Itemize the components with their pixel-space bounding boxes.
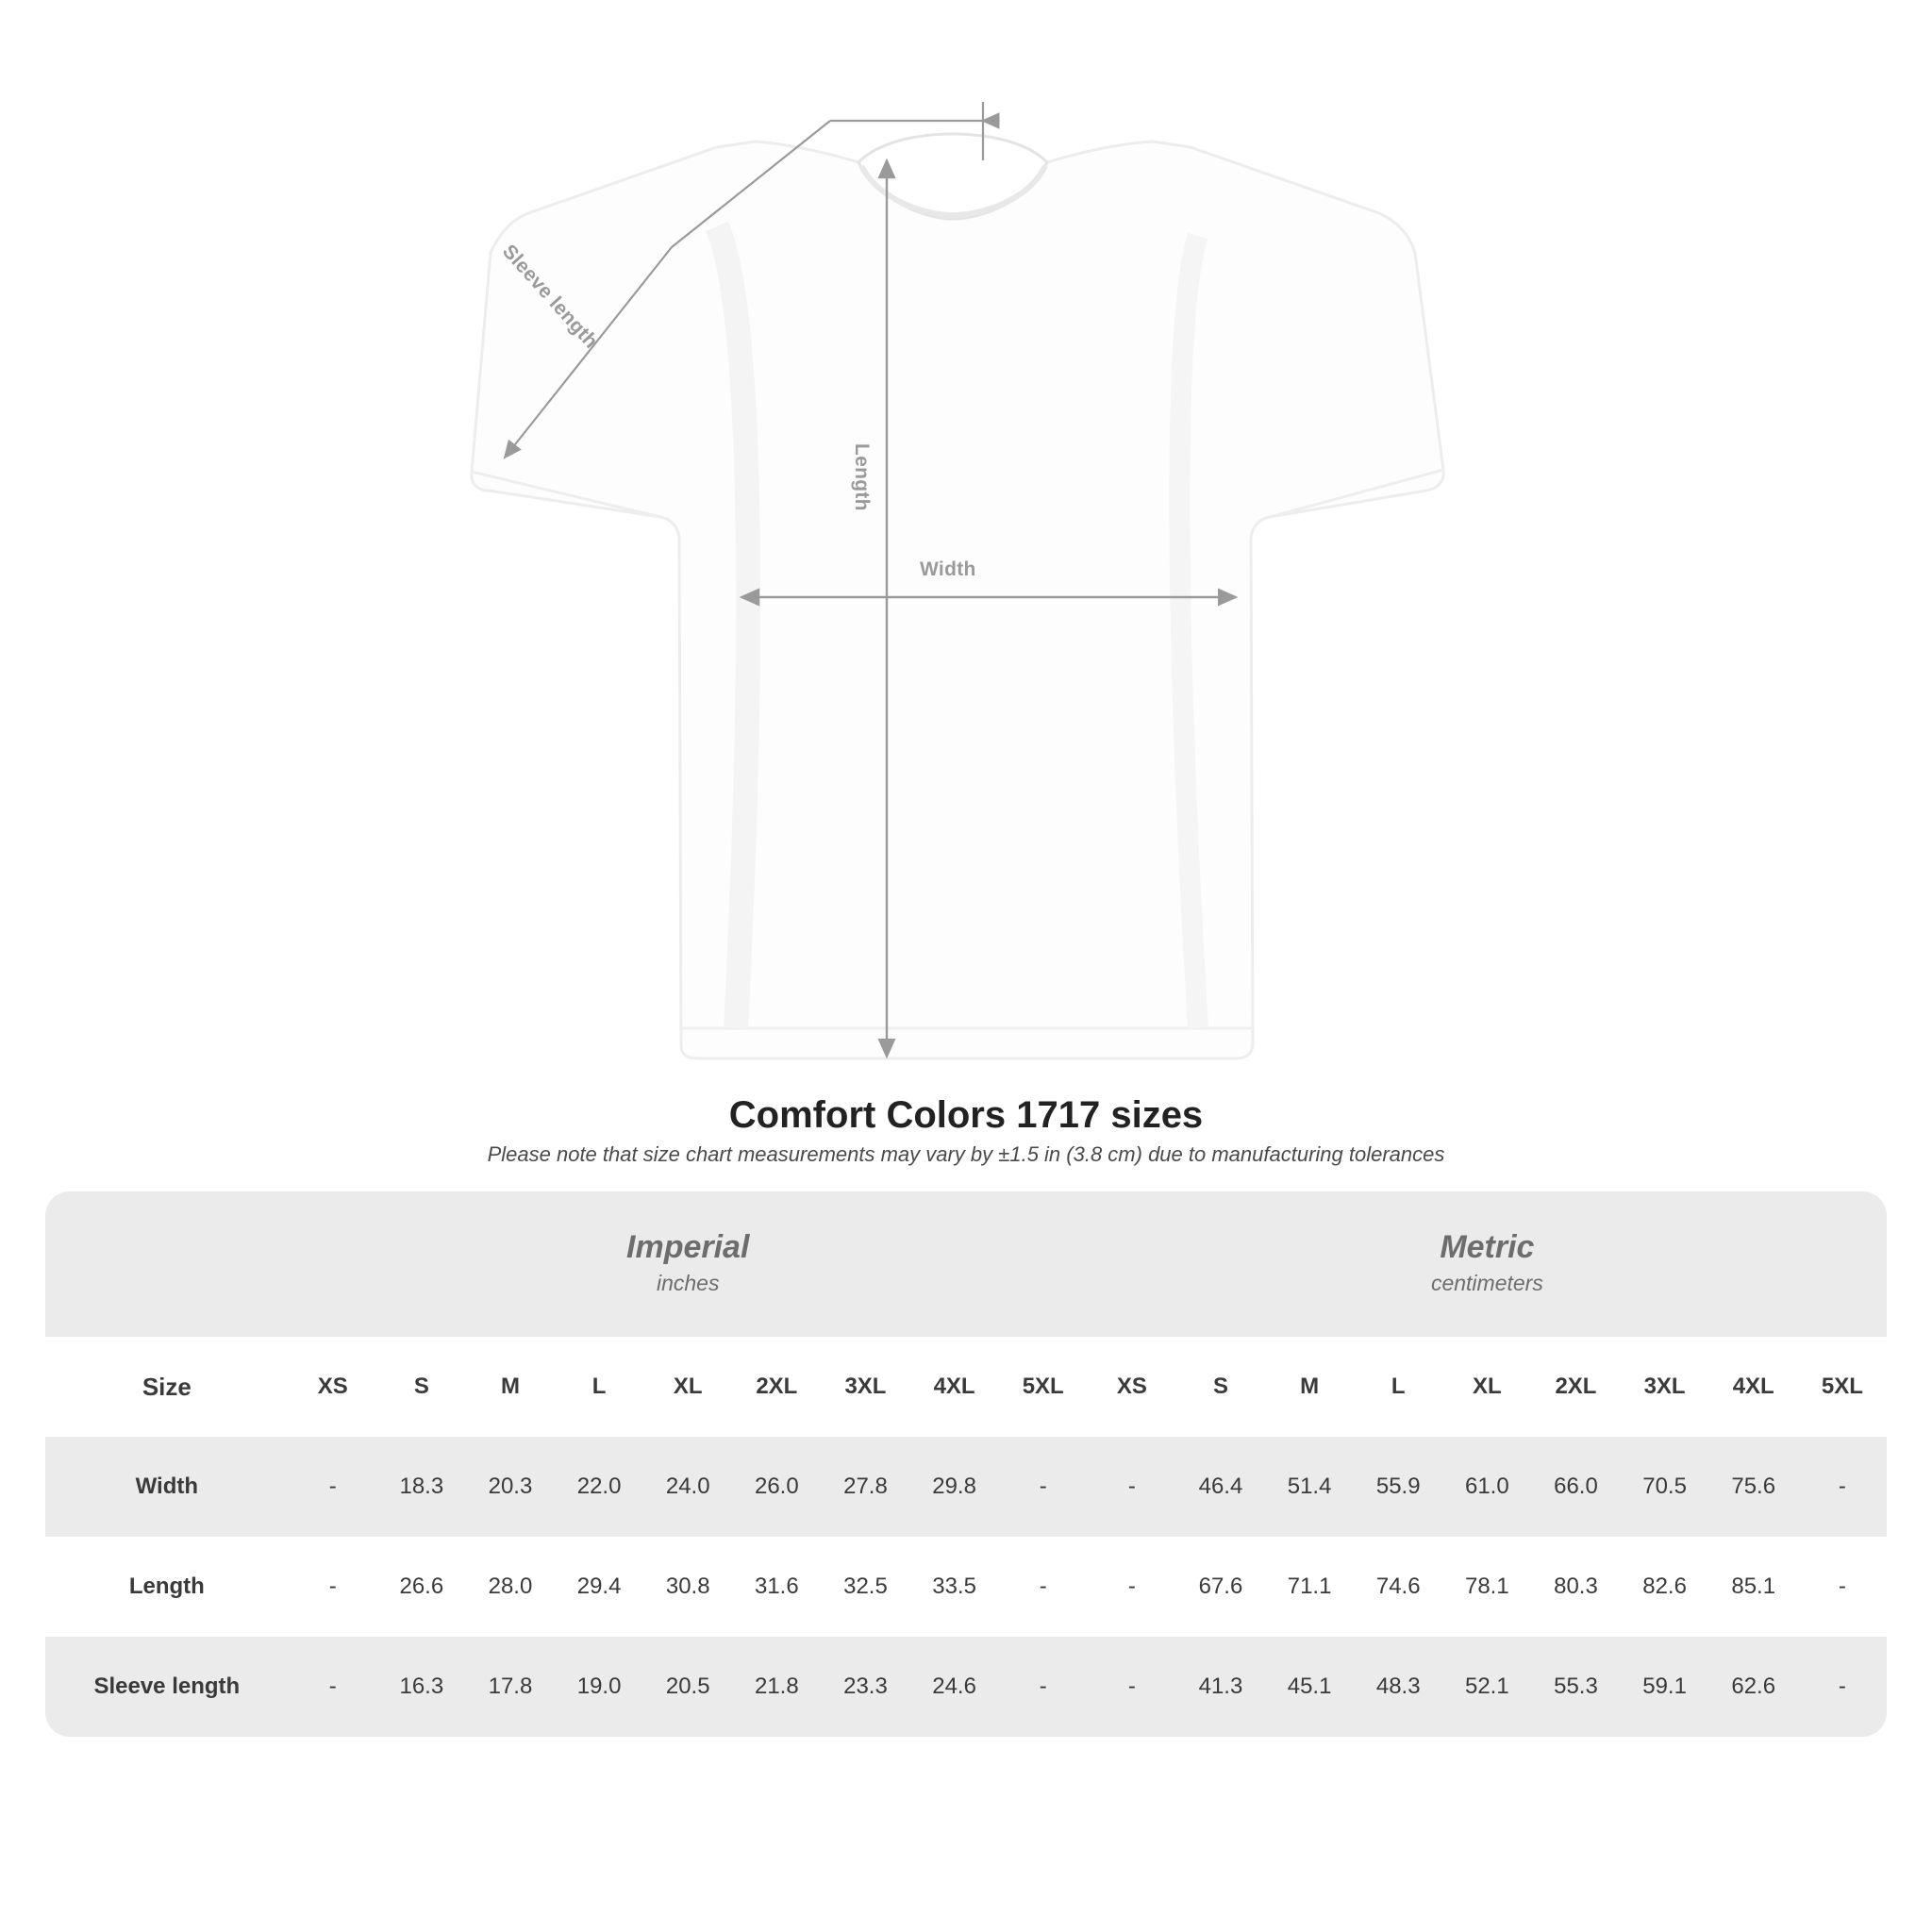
measurement-cell: 26.0: [732, 1437, 821, 1537]
unit-group-name: Imperial: [626, 1229, 750, 1266]
measurement-cell: 23.3: [821, 1637, 909, 1737]
unit-group-sub: centimeters: [1430, 1271, 1543, 1296]
measurement-cell: 26.6: [377, 1537, 466, 1637]
measurement-cell: 41.3: [1176, 1637, 1265, 1737]
measurement-cell: 24.0: [643, 1437, 732, 1537]
measurement-cell: 21.8: [732, 1637, 821, 1737]
size-table: [45, 1191, 1887, 1737]
unit-group-sub: inches: [656, 1271, 720, 1296]
measurement-cell: -: [1798, 1637, 1887, 1737]
measurement-cell: 80.3: [1531, 1537, 1620, 1637]
measurement-cell: -: [289, 1637, 377, 1737]
tolerance-note: Please note that size chart measurements may vary by ±1.5 in (3.8 cm) due to manufacturing tolerances: [487, 1142, 1445, 1166]
row-label: Length: [45, 1537, 289, 1637]
size-header-cell: S: [1176, 1337, 1265, 1437]
measurement-cell: -: [1798, 1437, 1887, 1537]
measurement-cell: 46.4: [1176, 1437, 1265, 1537]
size-header-cell: 5XL: [1798, 1337, 1887, 1437]
measurement-cell: 30.8: [643, 1537, 732, 1637]
measurement-cell: 82.6: [1621, 1537, 1709, 1637]
measurement-cell: 67.6: [1176, 1537, 1265, 1637]
measurement-cell: 29.8: [910, 1437, 999, 1537]
measurement-cell: -: [289, 1537, 377, 1637]
unit-header-row: [45, 1191, 1887, 1337]
size-header-cell: XL: [643, 1337, 732, 1437]
page-title: Comfort Colors 1717 sizes: [728, 1094, 1204, 1136]
size-header-cell: XL: [1442, 1337, 1531, 1437]
measurement-cell: 78.1: [1442, 1537, 1531, 1637]
row-label: Sleeve length: [45, 1637, 289, 1737]
size-header-cell: L: [1354, 1337, 1442, 1437]
size-header-cell: M: [1265, 1337, 1354, 1437]
measurement-cell: 45.1: [1265, 1637, 1354, 1737]
measurement-cell: -: [1798, 1537, 1887, 1637]
measurement-cell: 16.3: [377, 1637, 466, 1737]
measurement-cell: -: [1088, 1637, 1176, 1737]
size-header-cell: 4XL: [910, 1337, 999, 1437]
measurement-cell: -: [999, 1637, 1088, 1737]
size-header-cell: 4XL: [1709, 1337, 1798, 1437]
size-header-cell: 2XL: [1531, 1337, 1620, 1437]
width-dimension-label: Width: [920, 558, 976, 580]
measurement-cell: 48.3: [1354, 1637, 1442, 1737]
size-header-cell: 3XL: [821, 1337, 909, 1437]
size-header-label: Size: [45, 1337, 289, 1437]
table-row: [45, 1437, 1887, 1537]
size-header-cell: 2XL: [732, 1337, 821, 1437]
measurement-cell: 28.0: [466, 1537, 555, 1637]
measurement-cell: 74.6: [1354, 1537, 1442, 1637]
measurement-cell: 61.0: [1442, 1437, 1531, 1537]
measurement-cell: 59.1: [1621, 1637, 1709, 1737]
unit-group-name: Metric: [1440, 1229, 1535, 1266]
measurement-cell: -: [999, 1537, 1088, 1637]
measurement-cell: -: [999, 1437, 1088, 1537]
length-dimension-label: Length: [851, 443, 873, 511]
measurement-cell: 32.5: [821, 1537, 909, 1637]
size-header-cell: 5XL: [999, 1337, 1088, 1437]
measurement-cell: 20.5: [643, 1637, 732, 1737]
measurement-cell: 55.9: [1354, 1437, 1442, 1537]
measurement-cell: 70.5: [1621, 1437, 1709, 1537]
size-header-row: [45, 1337, 1887, 1437]
table-row: [45, 1537, 1887, 1637]
measurement-cell: 22.0: [555, 1437, 643, 1537]
measurement-cell: 29.4: [555, 1537, 643, 1637]
measurement-cell: 18.3: [377, 1437, 466, 1537]
measurement-cell: -: [1088, 1437, 1176, 1537]
measurement-cell: -: [289, 1437, 377, 1537]
table-row: [45, 1637, 1887, 1737]
measurement-cell: 62.6: [1709, 1637, 1798, 1737]
size-header-cell: L: [555, 1337, 643, 1437]
measurement-cell: 66.0: [1531, 1437, 1620, 1537]
size-header-cell: 3XL: [1621, 1337, 1709, 1437]
unit-group-metric: [1088, 1191, 1887, 1337]
measurement-cell: 17.8: [466, 1637, 555, 1737]
row-label: Width: [45, 1437, 289, 1537]
measurement-cell: 20.3: [466, 1437, 555, 1537]
measurement-cell: -: [1088, 1537, 1176, 1637]
unit-group-imperial: [289, 1191, 1088, 1337]
measurement-cell: 55.3: [1531, 1637, 1620, 1737]
measurement-cell: 71.1: [1265, 1537, 1354, 1637]
measurement-cell: 52.1: [1442, 1637, 1531, 1737]
size-header-cell: XS: [1088, 1337, 1176, 1437]
measurement-cell: 51.4: [1265, 1437, 1354, 1537]
measurement-cell: 75.6: [1709, 1437, 1798, 1537]
size-table-wrapper: [45, 1191, 1887, 1737]
size-header-cell: M: [466, 1337, 555, 1437]
measurement-cell: 27.8: [821, 1437, 909, 1537]
measurement-cell: 24.6: [910, 1637, 999, 1737]
size-header-cell: S: [377, 1337, 466, 1437]
measurement-cell: 85.1: [1709, 1537, 1798, 1637]
measurement-cell: 19.0: [555, 1637, 643, 1737]
sleeve-length-dimension-label: Sleeve length: [497, 241, 603, 353]
table-corner-cell: [45, 1191, 289, 1337]
measurement-cell: 31.6: [732, 1537, 821, 1637]
measurement-cell: 33.5: [910, 1537, 999, 1637]
size-header-cell: XS: [289, 1337, 377, 1437]
